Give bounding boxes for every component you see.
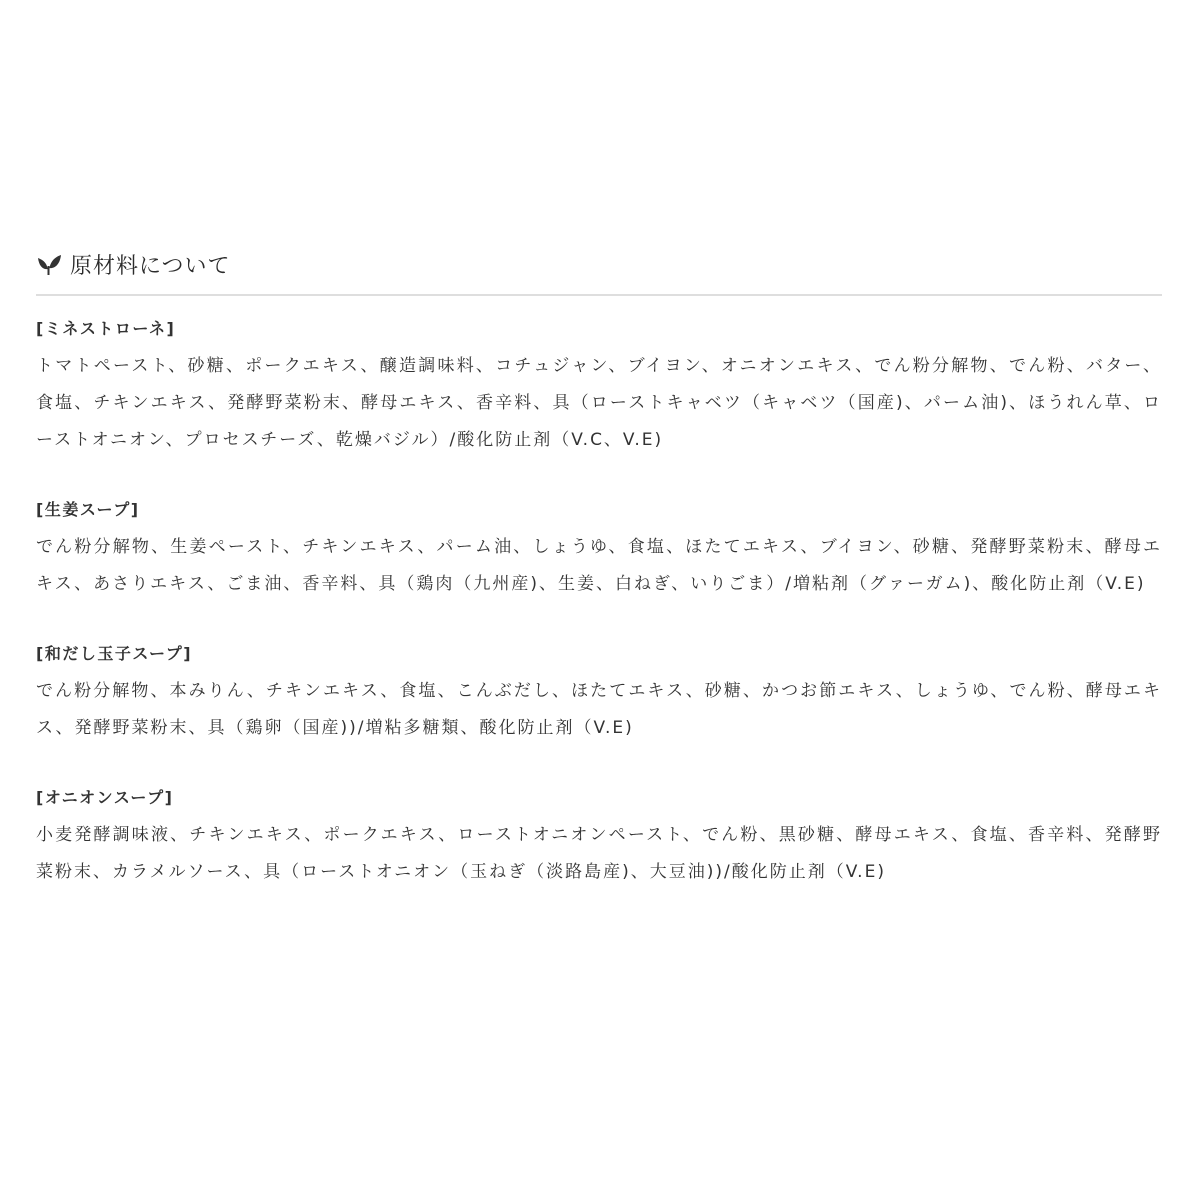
product-ingredients: でん粉分解物、本みりん、チキンエキス、食塩、こんぶだし、ほたてエキス、砂糖、かつお節エキス、しょうゆ、でん粉、酵母エキス、発酵野菜粉末、具（鶏卵（国産))/増粘多糖類、酸化防止剤（V.E) bbox=[36, 681, 1162, 738]
product-minestrone bbox=[36, 314, 1162, 459]
ingredients-list bbox=[36, 314, 1162, 927]
product-ginger-soup bbox=[36, 495, 1162, 603]
divider bbox=[36, 294, 1162, 296]
product-name: [ミネストローネ] bbox=[36, 319, 176, 338]
section-header bbox=[36, 244, 1162, 284]
product-ingredients: 小麦発酵調味液、チキンエキス、ポークエキス、ローストオニオンペースト、でん粉、黒砂糖、酵母エキス、食塩、香辛料、発酵野菜粉末、カラメルソース、具（ローストオニオン（玉ねぎ（淡路島産)、大豆油))/酸化防止剤（V.E) bbox=[36, 825, 1162, 882]
leaf-icon bbox=[36, 252, 62, 276]
product-ingredients: でん粉分解物、生姜ペースト、チキンエキス、パーム油、しょうゆ、食塩、ほたてエキス、ブイヨン、砂糖、発酵野菜粉末、酵母エキス、あさりエキス、ごま油、香辛料、具（鶏肉（九州産)、生姜、白ねぎ、いりごま）/増粘剤（グァーガム)、酸化防止剤（V.E) bbox=[36, 537, 1162, 594]
product-name: [オニオンスープ] bbox=[36, 788, 174, 807]
product-name: [生姜スープ] bbox=[36, 500, 140, 519]
product-onion-soup bbox=[36, 783, 1162, 891]
product-name: [和だし玉子スープ] bbox=[36, 644, 193, 663]
product-ingredients: トマトペースト、砂糖、ポークエキス、醸造調味料、コチュジャン、ブイヨン、オニオンエキス、でん粉分解物、でん粉、バター、食塩、チキンエキス、発酵野菜粉末、酵母エキス、香辛料、具（ローストキャベツ（キャベツ（国産)、パーム油)、ほうれん草、ローストオニオン、プロセスチーズ、乾燥バジル）/酸化防止剤（V.C、V.E) bbox=[36, 356, 1162, 450]
product-wadashi-egg-soup bbox=[36, 639, 1162, 747]
section-title: 原材料について bbox=[70, 253, 231, 279]
